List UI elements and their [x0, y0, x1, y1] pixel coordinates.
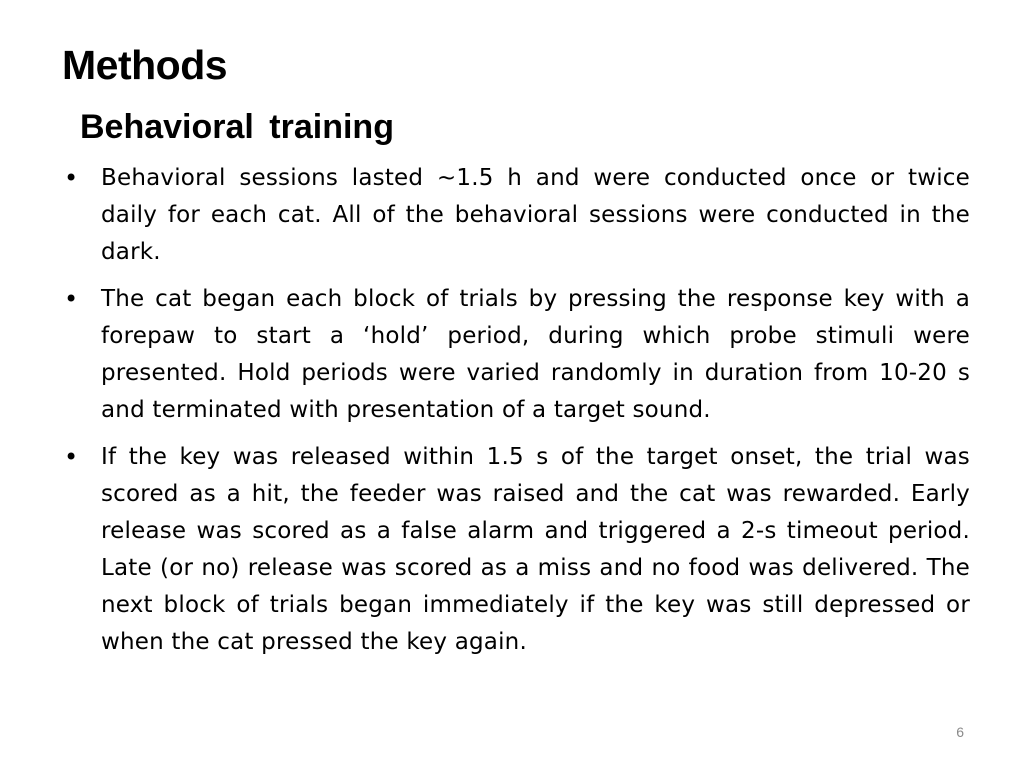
bullet-text: If the key was released within 1.5 s of the target onset, the trial was scored as a hit, the feeder was raised and the cat was rewarded. Early release was scored as a false alarm and triggered a 2-s timeout period. Late (or no) release was scored as a miss and no food was delivered. The next block of trials began immediately if the key was still depressed or when the cat pressed the key again. [101, 444, 970, 655]
slide-title: Methods [62, 42, 228, 88]
bullet-item [64, 281, 970, 429]
bullet-text: The cat began each block of trials by pressing the response key with a forepaw to start a ‘hold’ period, during which probe stimuli were presented. Hold periods were varied randomly in duration from 10-20 s and terminated with presentation of a target sound. [101, 286, 970, 423]
page-number: 6 [956, 724, 964, 740]
bullet-dot-icon: • [64, 285, 79, 313]
bullet-dot-icon: • [64, 164, 79, 192]
bullet-dot-icon: • [64, 443, 79, 471]
bullet-item [64, 160, 970, 271]
bullet-text: Behavioral sessions lasted ~1.5 h and were conducted once or twice daily for each cat. All of the behavioral sessions were conducted in the dark. [101, 165, 970, 265]
slide-subtitle: Behavioral training [80, 108, 394, 146]
bullet-item [64, 439, 970, 661]
bullet-list [64, 160, 970, 671]
